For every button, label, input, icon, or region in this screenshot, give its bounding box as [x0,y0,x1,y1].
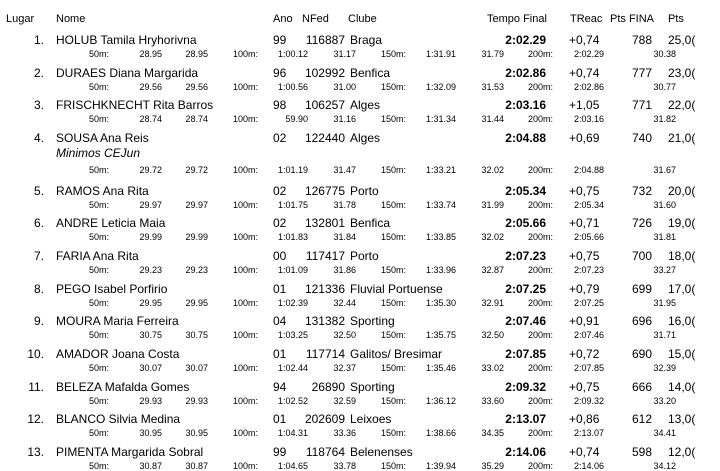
split-150-cum: 1:31.91 [425,49,456,59]
split-100-cum: 1:01.83 [277,232,308,242]
final-time: 2:07.85 [505,347,546,361]
split-100-lap: 32.44 [333,298,356,308]
club-name: Porto [350,184,379,198]
split-100-lap: 32.59 [333,396,356,406]
split-150-cum: 1:33.21 [425,165,456,175]
split-100-cum: 1:02.44 [277,363,308,373]
col-ano: Ano [273,13,293,25]
points: 25,0( [668,33,696,47]
split-50-lap: 28.74 [185,114,208,124]
club-name: Sporting [350,314,395,328]
federation-number: 202609 [304,412,345,426]
birth-year: 02 [273,131,287,145]
col-pts-fina: Pts FINA [610,13,655,25]
split-200-cum: 2:07.25 [573,298,604,308]
birth-year: 96 [273,66,287,80]
split-200-label: 200m: [528,232,554,242]
swimmer-name: SOUSA Ana Reis [56,131,149,145]
fina-points: 696 [631,314,652,328]
fina-points: 612 [631,412,652,426]
split-200-cum: 2:02.86 [573,82,604,92]
split-150-label: 150m: [381,265,407,275]
split-200-label: 200m: [528,49,554,59]
split-150-cum: 1:36.12 [425,396,456,406]
federation-number: 131382 [304,314,345,328]
reaction-time: +0,86 [569,412,600,426]
reaction-time: +0,69 [569,131,600,145]
split-200-cum: 2:13.07 [573,428,604,438]
split-200-lap: 30.38 [653,49,676,59]
split-100-label: 100m: [233,114,259,124]
split-200-cum: 2:04.88 [573,165,604,175]
birth-year: 01 [273,347,287,361]
swimmer-name: ANDRE Leticia Maia [56,216,166,230]
split-200-cum: 2:02.29 [573,49,604,59]
birth-year: 02 [273,216,287,230]
final-time: 2:07.25 [505,282,546,296]
split-150-label: 150m: [381,165,407,175]
split-150-label: 150m: [381,114,407,124]
birth-year: 04 [273,314,287,328]
rank: 1. [33,33,44,47]
birth-year: 99 [273,33,287,47]
split-50-lap: 30.95 [185,428,208,438]
birth-year: 01 [273,412,287,426]
swimmer-name: BLANCO Silvia Medina [56,412,181,426]
reaction-time: +0,74 [569,66,600,80]
split-150-lap: 33.02 [481,363,504,373]
split-200-lap: 33.20 [653,396,676,406]
split-100-label: 100m: [233,396,259,406]
club-name: Galitos/ Bresimar [350,347,443,361]
points: 12,0( [668,445,696,459]
col-pts: Pts [668,13,684,25]
split-50-label: 50m: [89,232,110,242]
split-150-label: 150m: [381,428,407,438]
split-200-lap: 31.82 [653,114,676,124]
split-50-label: 50m: [89,298,110,308]
split-150-lap: 34.35 [481,428,504,438]
split-100-lap: 32.50 [333,330,356,340]
swimmer-name: BELEZA Mafalda Gomes [56,380,190,394]
split-150-lap: 32.50 [481,330,504,340]
rank: 10. [27,347,44,361]
points: 19,0( [668,216,696,230]
split-50-cum: 29.97 [139,200,162,210]
birth-year: 00 [273,249,287,263]
reaction-time: +0,72 [569,347,600,361]
rank: 12. [27,412,44,426]
qualification-note: Minimos CEJun [56,146,141,160]
split-200-label: 200m: [528,298,554,308]
rank: 13. [27,445,44,459]
split-50-lap: 30.07 [185,363,208,373]
split-50-lap: 29.97 [185,200,208,210]
split-200-cum: 2:05.66 [573,232,604,242]
split-200-cum: 2:07.46 [573,330,604,340]
swimmer-name: PEGO Isabel Porfirio [56,282,168,296]
fina-points: 699 [631,282,652,296]
split-50-cum: 30.75 [139,330,162,340]
federation-number: 26890 [311,380,345,394]
split-200-lap: 31.67 [653,165,676,175]
points: 15,0( [668,347,696,361]
split-150-label: 150m: [381,330,407,340]
federation-number: 132801 [304,216,345,230]
split-150-lap: 33.60 [481,396,504,406]
split-100-lap: 31.16 [333,114,356,124]
split-100-label: 100m: [233,49,259,59]
split-100-label: 100m: [233,428,259,438]
split-50-lap: 30.87 [185,461,208,471]
reaction-time: +0,74 [569,445,600,459]
federation-number: 117417 [305,249,345,263]
points: 17,0( [668,282,696,296]
points: 23,0( [668,66,696,80]
split-50-lap: 30.75 [185,330,208,340]
birth-year: 98 [273,98,287,112]
split-100-cum: 59.90 [285,114,308,124]
fina-points: 666 [631,380,652,394]
split-200-label: 200m: [528,363,554,373]
split-200-label: 200m: [528,265,554,275]
split-50-lap: 29.56 [185,82,208,92]
split-50-lap: 29.23 [185,265,208,275]
split-200-label: 200m: [528,114,554,124]
split-150-label: 150m: [381,396,407,406]
reaction-time: +0,75 [569,249,600,263]
split-200-label: 200m: [528,200,554,210]
swimmer-name: DURAES Diana Margarida [56,66,199,80]
split-50-cum: 28.95 [139,49,162,59]
swimmer-name: HOLUB Tamila Hryhorivna [56,33,197,47]
club-name: Alges [350,98,381,112]
split-100-cum: 1:01.09 [277,265,308,275]
club-name: Fluvial Portuense [350,282,443,296]
birth-year: 01 [273,282,287,296]
reaction-time: +0,75 [569,184,600,198]
fina-points: 726 [631,216,652,230]
final-time: 2:04.88 [505,131,546,145]
final-time: 2:07.46 [505,314,546,328]
rank: 7. [33,249,44,263]
split-100-lap: 33.36 [333,428,356,438]
split-150-cum: 1:35.75 [425,330,456,340]
birth-year: 94 [273,380,287,394]
club-name: Porto [350,249,379,263]
split-200-label: 200m: [528,396,554,406]
col-nome: Nome [56,13,86,25]
split-150-lap: 31.79 [481,49,504,59]
split-50-label: 50m: [89,363,110,373]
final-time: 2:02.86 [505,66,546,80]
split-150-cum: 1:38.66 [425,428,456,438]
rank: 11. [28,380,44,394]
reaction-time: +0,91 [569,314,600,328]
split-50-cum: 28.74 [139,114,162,124]
split-150-label: 150m: [381,298,407,308]
split-200-cum: 2:07.23 [573,265,604,275]
split-50-lap: 28.95 [185,49,208,59]
points: 14,0( [668,380,696,394]
rank: 4. [33,131,44,145]
club-name: Leixoes [350,412,392,426]
split-50-cum: 29.95 [139,298,162,308]
fina-points: 771 [631,98,652,112]
split-200-cum: 2:09.32 [573,396,604,406]
split-200-lap: 30.77 [653,82,676,92]
split-150-cum: 1:33.74 [425,200,456,210]
col-treac: TReac [570,13,603,25]
split-100-lap: 31.86 [333,265,356,275]
split-50-label: 50m: [89,49,110,59]
split-100-cum: 1:02.39 [277,298,308,308]
final-time: 2:05.66 [505,216,546,230]
points: 18,0( [668,249,696,263]
split-150-cum: 1:31.34 [425,114,456,124]
split-200-cum: 2:14.06 [573,461,604,471]
split-150-lap: 31.44 [481,114,504,124]
reaction-time: +0,71 [569,216,600,230]
fina-points: 690 [631,347,652,361]
split-150-lap: 35.29 [481,461,504,471]
split-150-label: 150m: [381,363,407,373]
club-name: Benfica [350,216,391,230]
split-200-lap: 31.60 [653,200,676,210]
split-50-cum: 30.87 [139,461,162,471]
rank: 2. [33,66,44,80]
federation-number: 106257 [304,98,345,112]
split-100-cum: 1:02.52 [277,396,308,406]
split-100-lap: 31.84 [333,232,356,242]
fina-points: 732 [631,184,652,198]
split-50-label: 50m: [89,330,110,340]
split-50-cum: 30.95 [139,428,162,438]
swimmer-name: AMADOR Joana Costa [56,347,180,361]
federation-number: 117714 [305,347,345,361]
club-name: Braga [350,33,383,47]
split-50-label: 50m: [89,461,110,471]
split-100-cum: 1:01.75 [277,200,308,210]
split-150-lap: 31.53 [481,82,504,92]
split-100-lap: 31.78 [333,200,356,210]
split-200-lap: 33.27 [653,265,676,275]
swimmer-name: PIMENTA Margarida Sobral [56,445,204,459]
fina-points: 598 [631,445,652,459]
split-200-label: 200m: [528,165,554,175]
fina-points: 788 [631,33,652,47]
split-100-label: 100m: [233,265,259,275]
split-100-cum: 1:01.19 [277,165,308,175]
rank: 3. [33,98,44,112]
split-200-lap: 31.81 [653,232,676,242]
points: 20,0( [668,184,696,198]
split-150-cum: 1:35.46 [425,363,456,373]
split-100-lap: 31.17 [333,49,356,59]
final-time: 2:05.34 [505,184,546,198]
split-200-lap: 34.12 [653,461,676,471]
split-50-cum: 29.93 [139,396,162,406]
federation-number: 118764 [305,445,345,459]
split-50-label: 50m: [89,114,110,124]
club-name: Alges [350,131,381,145]
col-tempo: Tempo Final [487,13,547,25]
federation-number: 116887 [305,33,345,47]
swimmer-name: RAMOS Ana Rita [56,184,149,198]
split-150-lap: 32.87 [481,265,504,275]
split-100-lap: 31.00 [333,82,356,92]
split-100-cum: 1:00.56 [277,82,308,92]
split-200-lap: 31.71 [653,330,676,340]
split-150-cum: 1:35.30 [425,298,456,308]
reaction-time: +0,74 [569,33,600,47]
club-name: Benfica [350,66,391,80]
final-time: 2:02.29 [505,33,546,47]
split-200-cum: 2:05.34 [573,200,604,210]
points: 13,0( [668,412,696,426]
split-100-lap: 32.37 [333,363,356,373]
fina-points: 777 [631,66,652,80]
birth-year: 02 [273,184,287,198]
col-clube: Clube [348,13,377,25]
split-50-cum: 29.99 [139,232,162,242]
split-200-cum: 2:03.16 [573,114,604,124]
federation-number: 102992 [304,66,345,80]
points: 16,0( [668,314,696,328]
split-100-label: 100m: [233,298,259,308]
split-50-lap: 29.99 [185,232,208,242]
split-50-label: 50m: [89,396,110,406]
split-50-cum: 29.56 [139,82,162,92]
swimmer-name: MOURA Maria Ferreira [56,314,179,328]
reaction-time: +0,79 [569,282,600,296]
split-150-label: 150m: [381,200,407,210]
split-200-label: 200m: [528,461,554,471]
split-50-cum: 29.72 [139,165,162,175]
rank: 6. [33,216,44,230]
split-100-label: 100m: [233,232,259,242]
split-50-label: 50m: [89,265,110,275]
split-100-label: 100m: [233,82,259,92]
split-50-cum: 30.07 [139,363,162,373]
fina-points: 740 [631,131,652,145]
reaction-time: +1,05 [569,98,600,112]
split-150-label: 150m: [381,461,407,471]
split-150-lap: 31.99 [481,200,504,210]
split-50-lap: 29.72 [185,165,208,175]
split-50-cum: 29.23 [139,265,162,275]
split-50-lap: 29.95 [185,298,208,308]
split-150-label: 150m: [381,82,407,92]
rank: 8. [33,282,44,296]
federation-number: 121336 [304,282,345,296]
split-200-label: 200m: [528,82,554,92]
split-100-label: 100m: [233,363,259,373]
split-200-lap: 34.41 [653,428,676,438]
swimmer-name: FARIA Ana Rita [56,249,139,263]
final-time: 2:09.32 [505,380,546,394]
federation-number: 126775 [304,184,345,198]
club-name: Sporting [350,380,395,394]
final-time: 2:07.23 [505,249,546,263]
split-50-label: 50m: [89,200,110,210]
split-150-cum: 1:32.09 [425,82,456,92]
split-50-label: 50m: [89,165,110,175]
birth-year: 99 [273,445,287,459]
split-200-cum: 2:07.85 [573,363,604,373]
split-150-label: 150m: [381,49,407,59]
rank: 5. [33,184,44,198]
split-100-lap: 31.47 [333,165,356,175]
swimmer-name: FRISCHKNECHT Rita Barros [56,98,214,112]
split-150-cum: 1:33.85 [425,232,456,242]
split-100-label: 100m: [233,200,259,210]
split-200-lap: 31.95 [653,298,676,308]
split-150-lap: 32.02 [481,232,504,242]
split-200-label: 200m: [528,330,554,340]
split-150-cum: 1:39.94 [425,461,456,471]
points: 21,0( [668,131,696,145]
club-name: Belenenses [350,445,413,459]
split-150-cum: 1:33.96 [425,265,456,275]
rank: 9. [33,314,44,328]
col-nfed: NFed [302,13,329,25]
split-100-label: 100m: [233,165,259,175]
split-150-lap: 32.91 [481,298,504,308]
split-150-label: 150m: [381,232,407,242]
split-100-label: 100m: [233,330,259,340]
final-time: 2:03.16 [505,98,546,112]
reaction-time: +0,75 [569,380,600,394]
split-200-label: 200m: [528,428,554,438]
federation-number: 122440 [304,131,345,145]
split-100-label: 100m: [233,461,259,471]
final-time: 2:13.07 [505,412,546,426]
split-100-cum: 1:00.12 [277,49,308,59]
split-100-lap: 33.78 [333,461,356,471]
split-100-cum: 1:04.65 [277,461,308,471]
split-50-lap: 29.93 [185,396,208,406]
split-200-lap: 32.39 [653,363,676,373]
split-100-cum: 1:03.25 [277,330,308,340]
final-time: 2:14.06 [505,445,546,459]
split-50-label: 50m: [89,82,110,92]
fina-points: 700 [631,249,652,263]
split-100-cum: 1:04.31 [277,428,308,438]
col-lugar: Lugar [6,13,35,25]
points: 22,0( [668,98,696,112]
split-50-label: 50m: [89,428,110,438]
split-150-lap: 32.02 [481,165,504,175]
